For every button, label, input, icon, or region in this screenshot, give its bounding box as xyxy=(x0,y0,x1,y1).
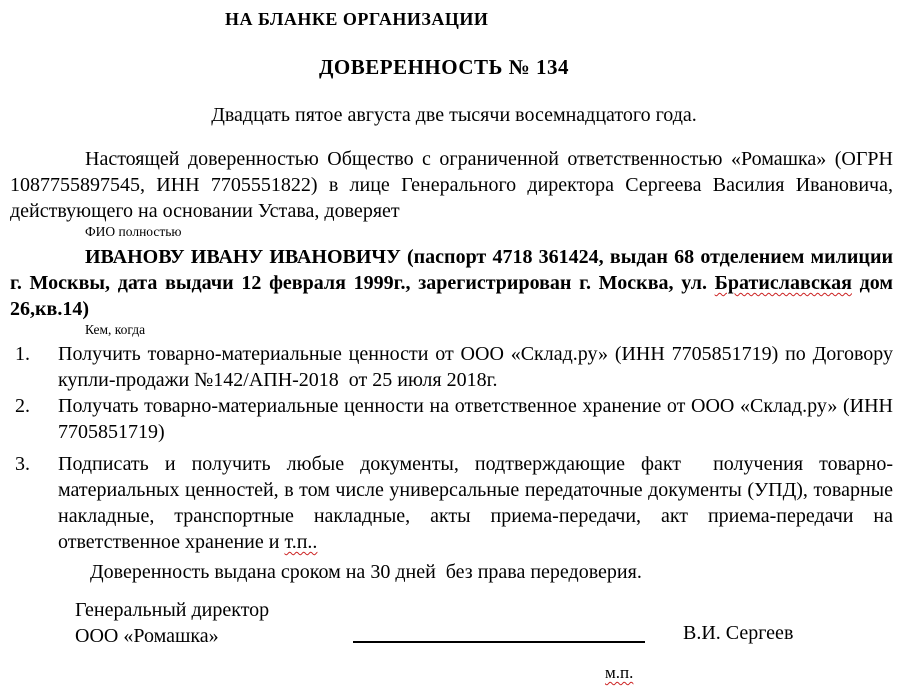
list-item-1 xyxy=(10,341,898,393)
letterhead-note: НА БЛАНКЕ ОРГАНИЗАЦИИ xyxy=(225,9,489,29)
signature-line xyxy=(353,641,645,643)
signer-position-block xyxy=(75,597,345,649)
list-item-3 xyxy=(10,451,898,555)
power-of-attorney-document xyxy=(0,8,908,692)
signature-block xyxy=(0,597,908,649)
intro-paragraph: Настоящей доверенностью Общество с ограниченной ответственностью «Ромашка» (ОГРН 1087755897545, ИНН 7705551822) в лице Генерального директора Сергеева Василия Ивановича, действующего на основании Устава, доверяет xyxy=(10,148,898,222)
stamp-placeholder: м.п. xyxy=(605,663,634,682)
fio-caption: ФИО полностью xyxy=(85,224,182,239)
signer-name: В.И. Сергеев xyxy=(683,622,794,644)
signer-company: ООО «Ромашка» xyxy=(75,625,219,647)
signer-position: Генеральный директор xyxy=(75,599,270,621)
misspelled-abbreviation: т.п.. xyxy=(284,531,318,553)
list-item-2 xyxy=(10,393,898,445)
powers-list xyxy=(0,341,908,555)
power-text-1: Получить товарно-материальные ценности от ООО «Склад.ру» (ИНН 7705851719) по Договору купли-продажи №142/АПН-2018 от 25 июля 2018г. xyxy=(58,343,898,391)
document-title: ДОВЕРЕННОСТЬ № 134 xyxy=(318,55,570,79)
misspelled-word-street: Братиславская xyxy=(714,272,852,294)
attorney-text-part2: дом 26,кв.14) xyxy=(10,272,899,320)
power-text-2: Получать товарно-материальные ценности на ответственное хранение от ООО «Склад.ру» (ИНН 7705851719) xyxy=(58,395,898,443)
date-in-words: Двадцать пятое августа две тысячи восемнадцатого года. xyxy=(211,104,697,126)
list-number: 1. xyxy=(15,343,30,365)
attorney-paragraph xyxy=(10,244,899,322)
power-text-3 xyxy=(58,451,898,555)
list-number: 3. xyxy=(15,453,30,475)
validity-sentence: Доверенность выдана сроком на 30 дней без права передоверия. xyxy=(90,561,642,583)
list-number: 2. xyxy=(15,395,30,417)
kem-kogda-caption: Кем, когда xyxy=(85,322,146,337)
power-text-3-body: Подписать и получить любые документы, подтверждающие факт получения товарно-материальных ценностей, в том числе универсальные передаточные документы (УПД), товарные накладные, транспортные накладные, акты приема-передачи, акт приема-передачи на ответственное хранение и xyxy=(58,453,898,553)
attorney-text-part1: ИВАНОВУ ИВАНУ ИВАНОВИЧУ (паспорт 4718 361424, выдан 68 отделением милиции г. Москвы, дата выдачи 12 февраля 1999г., зарегистрирован г. Москва, ул. xyxy=(10,246,898,294)
